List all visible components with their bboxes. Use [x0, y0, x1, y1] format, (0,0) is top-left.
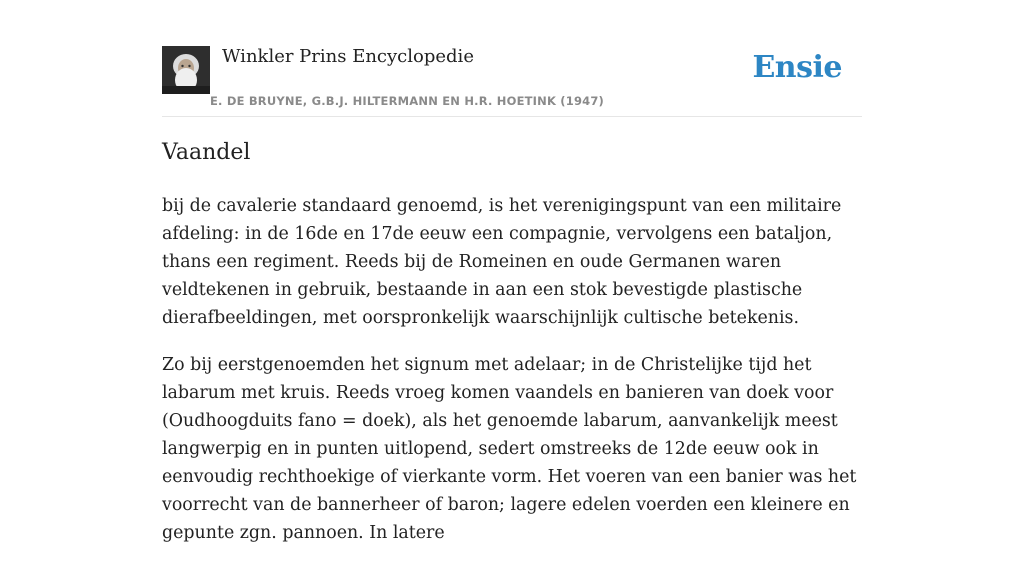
entry-paragraph: bij de cavalerie standaard genoemd, is het verenigingspunt van een militaire afdeling: in de 16de en 17de eeuw een compagnie, vervolgens een bataljon, thans een regiment. Reeds bij de Romeinen en oude Germanen waren veldtekenen in gebruik, bestaande in aan een stok bevestigde plastische dierafbeeldingen, met oorspronkelijk waarschijnlijk cultische betekenis.	[162, 196, 842, 328]
author-avatar	[162, 46, 210, 94]
entry-body	[162, 192, 862, 566]
source-title: Winkler Prins Encyclopedie	[222, 46, 474, 67]
avatar-portrait-icon	[162, 46, 210, 94]
entry-title: Vaandel	[162, 140, 251, 165]
ensie-logo-link[interactable]: Ensie	[752, 50, 842, 85]
source-authors: E. DE BRUYNE, G.B.J. HILTERMANN EN H.R. HOETINK (1947)	[210, 94, 605, 108]
entry-paragraph: Zo bij eerstgenoemden het signum met adelaar; in de Christelijke tijd het labarum met kruis. Reeds vroeg komen vaandels en banieren van doek voor (Oudhoogduits fano = doek), als het genoemde labarum, aanvankelijk meest langwerpig en in punten uitlopend, sedert omstreeks de 12de eeuw ook in eenvoudig rechthoekige of vierkante vorm. Het voeren van een banier was het voorrecht van de bannerheer of baron; lagere edelen voerden een kleinere en gepunte zgn. pannoen. In latere	[162, 355, 857, 543]
source-header	[162, 46, 862, 117]
